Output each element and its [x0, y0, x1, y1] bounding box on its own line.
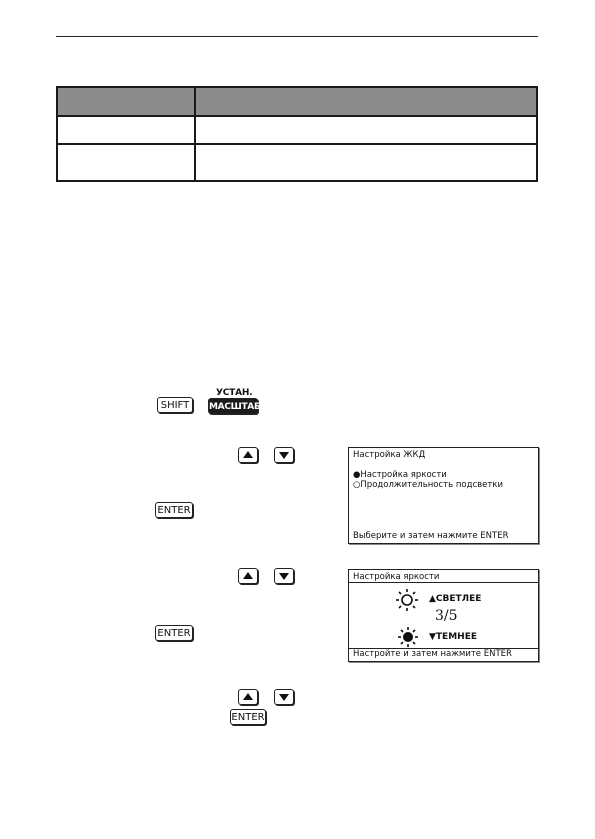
- lcd-settings-screen: [348, 447, 539, 544]
- sun-outline-icon: [394, 588, 420, 612]
- info-table: [56, 86, 538, 182]
- sun-filled-icon: [397, 626, 419, 648]
- table-column-divider: [194, 88, 196, 180]
- table-header-row: [58, 88, 536, 117]
- lcd-option-backlight: ○Продолжительность подсветки: [353, 480, 503, 490]
- enter-key[interactable]: ENTER: [155, 502, 193, 518]
- lcd-brightness-footer: Настройте и затем нажмите ENTER: [353, 649, 512, 659]
- up-arrow-key[interactable]: [238, 689, 258, 705]
- down-arrow-icon: [279, 452, 289, 459]
- up-arrow-key[interactable]: [238, 447, 258, 463]
- table-row: [58, 115, 536, 145]
- down-arrow-icon: [279, 694, 289, 701]
- up-arrow-icon: [243, 572, 253, 579]
- lcd-brightness-screen: [348, 569, 539, 662]
- down-arrow-key[interactable]: [274, 689, 294, 705]
- up-arrow-key[interactable]: [238, 568, 258, 584]
- brighter-label: ▲СВЕТЛЕЕ: [429, 594, 482, 604]
- scale-key[interactable]: МАСШТАБ: [208, 398, 258, 414]
- top-rule: [56, 36, 538, 37]
- down-arrow-key[interactable]: [274, 447, 294, 463]
- lcd-title-rule: [349, 582, 538, 583]
- lcd-option-brightness: ●Настройка яркости: [353, 470, 447, 480]
- enter-key[interactable]: ENTER: [155, 625, 193, 641]
- down-arrow-icon: [279, 573, 289, 580]
- up-arrow-icon: [243, 451, 253, 458]
- up-arrow-icon: [243, 693, 253, 700]
- darker-label: ▼ТЕМНЕЕ: [429, 632, 477, 642]
- brightness-value: 3/5: [435, 608, 458, 624]
- lcd-brightness-title: Настройка яркости: [353, 572, 440, 582]
- lcd-settings-title: Настройка ЖКД: [353, 450, 426, 460]
- enter-key[interactable]: ENTER: [230, 709, 266, 725]
- lcd-settings-footer: Выберите и затем нажмите ENTER: [353, 531, 509, 541]
- shift-key[interactable]: SHIFT: [157, 397, 193, 413]
- down-arrow-key[interactable]: [274, 568, 294, 584]
- setup-key-label: УСТАН.: [216, 388, 253, 398]
